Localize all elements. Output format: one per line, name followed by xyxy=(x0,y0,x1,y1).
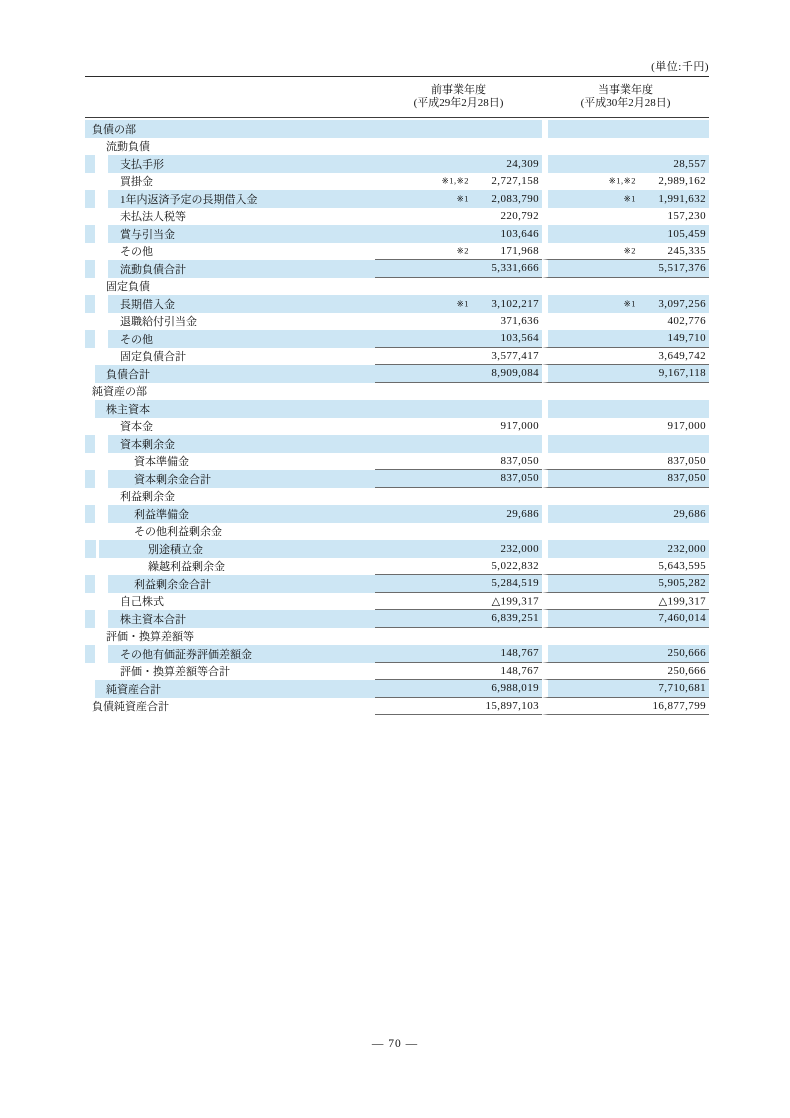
note-marker: ※1 xyxy=(623,298,636,309)
prior-year-value-cell xyxy=(375,470,542,488)
unit-label: (単位:千円) xyxy=(651,61,709,73)
row-label: 利益剰余金 xyxy=(120,491,175,504)
note-marker: ※1,※2 xyxy=(441,175,469,186)
amount: 837,050 xyxy=(500,472,539,485)
row-label: 資本剰余金合計 xyxy=(85,470,375,488)
current-year-value-cell xyxy=(542,663,709,681)
amount: 232,000 xyxy=(667,542,706,555)
row-label: 繰越利益剰余金 xyxy=(148,561,225,574)
table-row xyxy=(85,330,709,348)
prior-year-value-cell xyxy=(375,190,542,208)
amount: 5,905,282 xyxy=(658,577,706,590)
amount: △199,317 xyxy=(658,595,706,608)
current-year-value-cell xyxy=(542,593,709,611)
row-label: 利益剰余金合計 xyxy=(85,575,375,593)
current-year-value-cell xyxy=(542,645,709,663)
amount: 2,727,158 xyxy=(491,175,539,188)
table-row xyxy=(85,400,709,418)
header-prior-year xyxy=(375,77,542,117)
prior-year-value-cell xyxy=(375,400,542,418)
row-label: 流動負債 xyxy=(106,141,150,154)
prior-year-value-cell xyxy=(375,540,542,558)
row-label: 長期借入金 xyxy=(85,295,375,313)
prior-year-value-cell xyxy=(375,260,542,278)
row-label: 負債純資産合計 xyxy=(92,701,169,714)
current-year-value-cell xyxy=(542,173,709,191)
amount: 6,988,019 xyxy=(491,682,539,695)
table-row xyxy=(85,173,709,191)
table-row xyxy=(85,488,709,506)
table-row xyxy=(85,208,709,226)
amount: 232,000 xyxy=(500,542,539,555)
amount: 28,557 xyxy=(673,157,706,170)
row-label: 負債の部 xyxy=(85,120,375,138)
current-year-value-cell xyxy=(542,225,709,243)
amount: 2,989,162 xyxy=(658,175,706,188)
amount: 917,000 xyxy=(500,420,539,433)
amount: 3,649,742 xyxy=(658,349,706,362)
current-year-value-cell xyxy=(542,680,709,698)
current-year-value-cell xyxy=(542,295,709,313)
amount: 5,643,595 xyxy=(658,559,706,572)
row-label: 株主資本合計 xyxy=(85,610,375,628)
amount: 5,022,832 xyxy=(491,559,539,572)
note-marker: ※1,※2 xyxy=(608,175,636,186)
amount: 9,167,118 xyxy=(658,367,706,380)
prior-year-value-cell xyxy=(375,208,542,226)
amount: 3,102,217 xyxy=(491,297,539,310)
table-row xyxy=(85,470,709,488)
table-row xyxy=(85,120,709,138)
row-label: 資本剰余金 xyxy=(85,435,375,453)
current-year-value-cell xyxy=(542,453,709,471)
prior-year-value-cell xyxy=(375,435,542,453)
amount: 245,335 xyxy=(667,244,706,257)
prior-year-value-cell xyxy=(375,243,542,261)
current-year-value-cell xyxy=(542,575,709,593)
table-row xyxy=(85,628,709,646)
current-year-value-cell xyxy=(542,505,709,523)
table-row xyxy=(85,418,709,436)
table-row xyxy=(85,138,709,156)
amount: 402,776 xyxy=(667,315,706,328)
table-row xyxy=(85,645,709,663)
prior-year-value-cell xyxy=(375,453,542,471)
note-marker: ※2 xyxy=(456,245,469,256)
note-marker: ※1 xyxy=(456,298,469,309)
amount: 220,792 xyxy=(500,210,539,223)
row-label: 固定負債 xyxy=(106,281,150,294)
table-row xyxy=(85,680,709,698)
row-label: 純資産合計 xyxy=(85,680,375,698)
note-marker: ※1 xyxy=(623,193,636,204)
prior-year-value-cell xyxy=(375,505,542,523)
prior-year-value-cell xyxy=(375,348,542,366)
current-year-value-cell xyxy=(542,190,709,208)
prior-year-value-cell xyxy=(375,680,542,698)
amount: 103,646 xyxy=(500,227,539,240)
row-label: その他有価証券評価差額金 xyxy=(85,645,375,663)
table-row xyxy=(85,540,709,558)
current-year-value-cell xyxy=(542,155,709,173)
amount: 837,050 xyxy=(667,472,706,485)
header-current-year xyxy=(542,77,709,117)
current-year-value-cell xyxy=(542,243,709,261)
table-row xyxy=(85,243,709,261)
row-label: 利益準備金 xyxy=(85,505,375,523)
amount: 157,230 xyxy=(667,210,706,223)
amount: 103,564 xyxy=(500,332,539,345)
prior-year-value-cell xyxy=(375,313,542,331)
amount: 148,767 xyxy=(500,647,539,660)
prior-year-value-cell xyxy=(375,628,542,646)
table-row xyxy=(85,523,709,541)
note-marker: ※2 xyxy=(623,245,636,256)
table-row xyxy=(85,295,709,313)
row-label: 評価・換算差額等 xyxy=(106,631,194,644)
current-year-value-cell xyxy=(542,400,709,418)
liabilities-net-assets-table xyxy=(85,76,709,715)
header-prior-year-title: 前事業年度 xyxy=(431,83,486,96)
table-row xyxy=(85,155,709,173)
prior-year-value-cell xyxy=(375,663,542,681)
amount: 1,991,632 xyxy=(658,192,706,205)
amount: △199,317 xyxy=(491,595,539,608)
prior-year-value-cell xyxy=(375,558,542,576)
current-year-value-cell xyxy=(542,435,709,453)
table-row xyxy=(85,383,709,401)
row-label: 1年内返済予定の長期借入金 xyxy=(85,190,375,208)
prior-year-value-cell xyxy=(375,418,542,436)
amount: 5,517,376 xyxy=(658,262,706,275)
current-year-value-cell xyxy=(542,628,709,646)
prior-year-value-cell xyxy=(375,593,542,611)
current-year-value-cell xyxy=(542,138,709,156)
row-label: 資本準備金 xyxy=(134,456,189,469)
prior-year-value-cell xyxy=(375,225,542,243)
prior-year-value-cell xyxy=(375,645,542,663)
prior-year-value-cell xyxy=(375,698,542,716)
amount: 149,710 xyxy=(667,332,706,345)
current-year-value-cell xyxy=(542,348,709,366)
prior-year-value-cell xyxy=(375,330,542,348)
current-year-value-cell xyxy=(542,260,709,278)
prior-year-value-cell xyxy=(375,610,542,628)
prior-year-value-cell xyxy=(375,278,542,296)
header-current-year-date: (平成30年2月28日) xyxy=(580,97,671,109)
table-row xyxy=(85,663,709,681)
row-label: 未払法人税等 xyxy=(120,211,186,224)
current-year-value-cell xyxy=(542,278,709,296)
row-label: 流動負債合計 xyxy=(85,260,375,278)
amount: 171,968 xyxy=(500,244,539,257)
row-label: 純資産の部 xyxy=(92,386,147,399)
amount: 7,460,014 xyxy=(658,612,706,625)
header-label-spacer xyxy=(85,77,375,117)
amount: 29,686 xyxy=(506,507,539,520)
current-year-value-cell xyxy=(542,610,709,628)
amount: 148,767 xyxy=(500,664,539,677)
table-row xyxy=(85,190,709,208)
current-year-value-cell xyxy=(542,488,709,506)
row-label: 固定負債合計 xyxy=(120,351,186,364)
amount: 2,083,790 xyxy=(491,192,539,205)
table-row xyxy=(85,505,709,523)
table-rows xyxy=(85,118,709,715)
amount: 24,309 xyxy=(506,157,539,170)
amount: 917,000 xyxy=(667,420,706,433)
amount: 250,666 xyxy=(667,647,706,660)
row-label: 賞与引当金 xyxy=(85,225,375,243)
prior-year-value-cell xyxy=(375,173,542,191)
table-row xyxy=(85,365,709,383)
amount: 6,839,251 xyxy=(491,612,539,625)
prior-year-value-cell xyxy=(375,365,542,383)
amount: 5,284,519 xyxy=(491,577,539,590)
table-header xyxy=(85,77,709,118)
prior-year-value-cell xyxy=(375,383,542,401)
amount: 5,331,666 xyxy=(491,262,539,275)
amount: 250,666 xyxy=(667,664,706,677)
row-label: その他利益剰余金 xyxy=(134,526,222,539)
prior-year-value-cell xyxy=(375,575,542,593)
current-year-value-cell xyxy=(542,383,709,401)
row-label: 資本金 xyxy=(120,421,153,434)
current-year-value-cell xyxy=(542,418,709,436)
current-year-value-cell xyxy=(542,540,709,558)
amount: 3,097,256 xyxy=(658,297,706,310)
amount: 371,636 xyxy=(500,315,539,328)
current-year-value-cell xyxy=(542,313,709,331)
note-marker: ※1 xyxy=(456,193,469,204)
table-row xyxy=(85,313,709,331)
current-year-value-cell xyxy=(542,208,709,226)
header-current-year-title: 当事業年度 xyxy=(598,83,653,96)
amount: 29,686 xyxy=(673,507,706,520)
table-row xyxy=(85,610,709,628)
amount: 15,897,103 xyxy=(485,699,539,712)
row-label: 買掛金 xyxy=(120,176,153,189)
amount: 837,050 xyxy=(667,454,706,467)
row-label: その他 xyxy=(120,246,153,259)
current-year-value-cell xyxy=(542,523,709,541)
prior-year-value-cell xyxy=(375,523,542,541)
row-label: 支払手形 xyxy=(85,155,375,173)
amount: 7,710,681 xyxy=(658,682,706,695)
current-year-value-cell xyxy=(542,470,709,488)
page-number: ― 70 ― xyxy=(371,1038,419,1050)
row-label: 評価・換算差額等合計 xyxy=(120,666,230,679)
table-row xyxy=(85,225,709,243)
current-year-value-cell xyxy=(542,365,709,383)
current-year-value-cell xyxy=(542,698,709,716)
prior-year-value-cell xyxy=(375,120,542,138)
row-label: 負債合計 xyxy=(85,365,375,383)
table-row xyxy=(85,348,709,366)
table-row xyxy=(85,453,709,471)
current-year-value-cell xyxy=(542,558,709,576)
table-row xyxy=(85,558,709,576)
amount: 3,577,417 xyxy=(491,349,539,362)
amount: 105,459 xyxy=(667,227,706,240)
amount: 837,050 xyxy=(500,454,539,467)
table-row xyxy=(85,435,709,453)
amount: 8,909,084 xyxy=(491,367,539,380)
prior-year-value-cell xyxy=(375,488,542,506)
prior-year-value-cell xyxy=(375,138,542,156)
row-label: 退職給付引当金 xyxy=(120,316,197,329)
row-label: 自己株式 xyxy=(120,596,164,609)
amount: 16,877,799 xyxy=(652,699,706,712)
header-prior-year-date: (平成29年2月28日) xyxy=(413,97,504,109)
table-row xyxy=(85,698,709,716)
current-year-value-cell xyxy=(542,330,709,348)
table-row xyxy=(85,260,709,278)
prior-year-value-cell xyxy=(375,155,542,173)
row-label: 別途積立金 xyxy=(85,540,375,558)
table-row xyxy=(85,593,709,611)
current-year-value-cell xyxy=(542,120,709,138)
row-label: 株主資本 xyxy=(85,400,375,418)
table-row xyxy=(85,278,709,296)
table-row xyxy=(85,575,709,593)
prior-year-value-cell xyxy=(375,295,542,313)
row-label: その他 xyxy=(85,330,375,348)
